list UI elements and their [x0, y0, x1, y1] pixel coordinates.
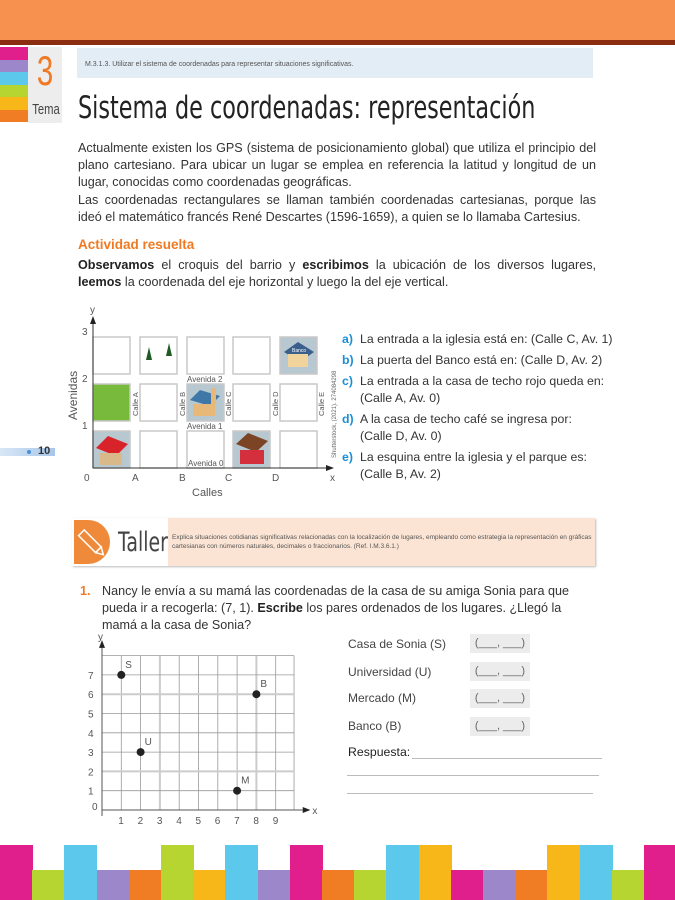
answer-letter: b) [342, 353, 354, 367]
intro-paragraph: Actualmente existen los GPS (sistema de posicionamiento global) que utiliza el principio del plano cartesiano. Para ubicar un lugar se emplea en referencia la latitud y longitud de un lugar, conocidas como coordenadas geográficas. [78, 141, 596, 189]
page-title: Sistema de coordenadas: representación [78, 90, 536, 126]
answer-text: (Calle B, Av. 2) [360, 467, 441, 481]
color-stripe [225, 845, 258, 900]
color-stripe [580, 845, 613, 900]
bank-sign: Banco [292, 348, 307, 354]
keyword: escribimos [302, 258, 369, 272]
color-stripe [483, 870, 516, 900]
y-tick: 2 [82, 374, 88, 385]
x-tick-label: 6 [214, 816, 221, 827]
answer-letter: d) [342, 412, 354, 426]
response-label: Respuesta: [348, 745, 411, 759]
intro-paragraph: Las coordenadas rectangulares se llaman también coordenadas cartesianas, porque las ideó el matemático francés René Descartes (1596-1659), a quien se lo llamaba Cartesius. [78, 193, 596, 224]
taller-text: Explica situaciones cotidianas significativas relacionadas con la localización de lugares, empleando como estrategia la representación en gráficas cartesianas con números naturales, decimales o fraccionarios. (Ref. I.M.3.6.1.) [172, 534, 592, 550]
x-tick-label: 1 [118, 816, 124, 827]
map-x-axis: x [330, 473, 335, 484]
answer-blank[interactable]: (___, ___) [470, 662, 530, 681]
answer-text: (Calle D, Av. 0) [360, 429, 442, 443]
x-tick-label: 9 [272, 816, 279, 827]
question-number: 1. [80, 584, 91, 598]
y-tick-label: 1 [88, 786, 94, 798]
keyword: Escribe [257, 601, 303, 615]
x-tick: D [272, 473, 280, 484]
color-stripe [451, 870, 484, 900]
place-label: Mercado (M) [348, 691, 417, 705]
color-stripe [547, 845, 580, 900]
answer-text: La entrada a la casa de techo rojo queda en: [360, 374, 605, 388]
color-stripe [290, 845, 323, 900]
x-tick-label: 5 [195, 816, 202, 827]
answer-text: La entrada a la iglesia está en: (Calle C, Av. 1) [360, 332, 613, 346]
color-stripe [258, 870, 291, 900]
color-stripe [322, 870, 355, 900]
answer-blank[interactable]: (___, ___) [470, 717, 530, 736]
x-tick-label: 7 [234, 816, 240, 827]
x-tick-label: 2 [137, 816, 144, 827]
x-tick: C [225, 473, 233, 484]
color-stripe [193, 870, 226, 900]
avenue-label: Avenida 0 [188, 459, 224, 468]
place-label: Casa de Sonia (S) [348, 637, 447, 651]
keyword: Observamos [78, 258, 155, 272]
street-label: Calle C [224, 391, 233, 416]
data-point [252, 690, 260, 698]
image-credit: Shutterstock, (2021). 274084298 [332, 370, 338, 458]
answer-blank[interactable]: (___, ___) [470, 689, 530, 708]
map-y-axis: y [90, 305, 95, 316]
color-stripe [97, 870, 130, 900]
chart-origin: 0 [92, 802, 98, 813]
y-tick: 3 [82, 327, 88, 338]
place-label: Universidad (U) [348, 665, 432, 679]
data-point [137, 748, 145, 756]
place-label: Banco (B) [348, 719, 402, 733]
color-stripe [515, 870, 548, 900]
x-tick-label: 3 [156, 816, 163, 827]
street-label: Calle E [317, 391, 326, 416]
tema-label: Tema [32, 101, 60, 118]
y-tick-label: 2 [88, 767, 94, 779]
taller-label: Taller [118, 527, 168, 558]
text: la coordenada del eje horizontal y luego la del eje vertical. [121, 275, 449, 289]
answer-letter: e) [342, 450, 353, 464]
color-stripe [354, 870, 387, 900]
activity-heading: Actividad resuelta [78, 237, 195, 252]
answer-letter: a) [342, 332, 353, 346]
color-stripe [612, 870, 645, 900]
x-tick-label: 8 [253, 816, 259, 827]
point-label: U [144, 737, 152, 749]
x-tick: B [179, 473, 186, 484]
color-stripe [161, 845, 194, 900]
street-label: Calle B [178, 391, 187, 416]
color-stripe [64, 845, 97, 900]
map-origin: 0 [84, 473, 90, 484]
answer-text: A la casa de techo café se ingresa por: [360, 412, 572, 426]
answer-letter: c) [342, 374, 353, 388]
color-stripe [386, 845, 419, 900]
x-arrow-icon [303, 807, 311, 813]
response-line[interactable] [412, 758, 602, 759]
text: Nancy le envía a su mamá las coordenadas de la casa de su amiga Sonia para que pueda ir a recogerla: (7, 1). [102, 584, 569, 615]
y-tick-label: 7 [88, 670, 94, 682]
color-stripe [129, 870, 162, 900]
color-stripe [0, 845, 33, 900]
y-tick: 1 [82, 421, 88, 432]
text: la ubicación de los diversos lugares, [368, 258, 596, 272]
map-xlabel: Calles [192, 487, 223, 499]
tema-number: 3 [36, 47, 54, 94]
data-point [233, 787, 241, 795]
response-line[interactable] [347, 793, 593, 794]
color-stripe [32, 870, 65, 900]
chart-x-label: x [312, 806, 318, 817]
street-label: Calle A [131, 392, 140, 416]
chart-y-label: y [98, 632, 103, 644]
answer-blank[interactable]: (___, ___) [470, 634, 530, 653]
point-label: B [260, 679, 268, 691]
keyword: leemos [78, 275, 122, 289]
y-tick-label: 5 [88, 709, 94, 721]
text: el croquis del barrio y [154, 258, 303, 272]
text: los pares ordenados de los lugares. ¿Llegó la mamá a la casa de Sonia? [102, 601, 562, 632]
y-tick-label: 6 [88, 690, 94, 702]
x-tick-label: 4 [176, 816, 182, 827]
point-label: M [241, 775, 250, 787]
response-line[interactable] [347, 775, 599, 776]
page-number: 10 [38, 445, 51, 457]
map-ylabel: Avenidas [66, 370, 80, 420]
avenue-label: Avenida 2 [187, 375, 223, 384]
avenue-label: Avenida 1 [187, 422, 223, 431]
data-point [117, 671, 125, 679]
answer-text: (Calle A, Av. 0) [360, 391, 441, 405]
color-stripe [644, 845, 675, 900]
street-label: Calle D [271, 391, 280, 416]
x-tick: A [132, 473, 139, 484]
skill-standard: M.3.1.3. Utilizar el sistema de coordenadas para representar situaciones significativas. [77, 48, 593, 78]
color-stripe [419, 845, 452, 900]
y-tick-label: 4 [88, 728, 94, 740]
answer-text: La esquina entre la iglesia y el parque es: [360, 450, 587, 464]
answer-text: La puerta del Banco está en: (Calle D, Av. 2) [360, 353, 603, 367]
y-tick-label: 3 [88, 748, 94, 760]
point-label: S [125, 659, 132, 671]
